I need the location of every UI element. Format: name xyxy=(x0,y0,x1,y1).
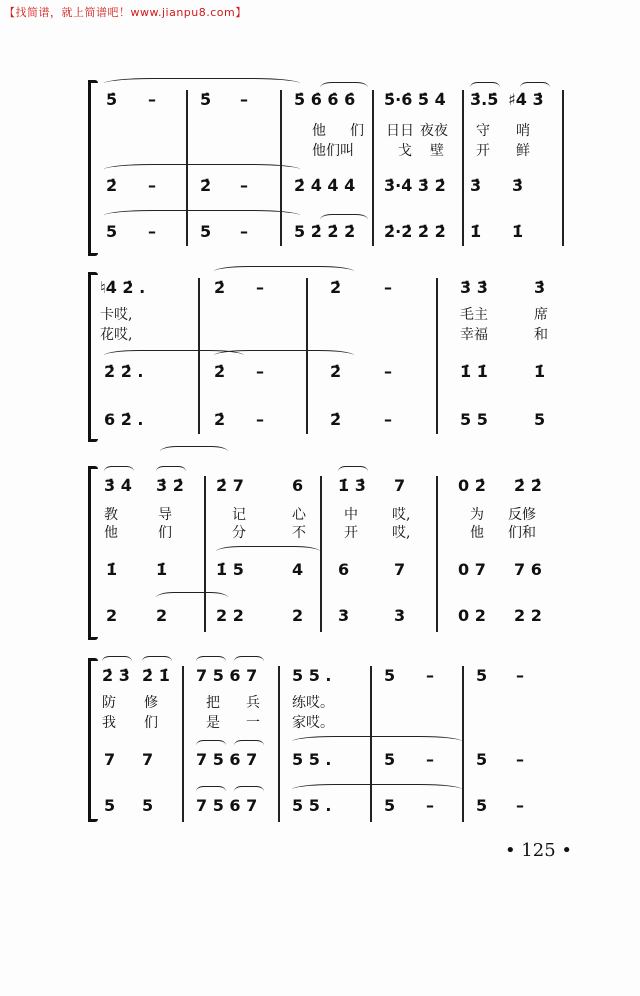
lyric: 卡哎, xyxy=(100,307,133,323)
slur xyxy=(470,82,500,93)
slur xyxy=(156,592,228,603)
note: – xyxy=(426,796,434,815)
note: 3̇ xyxy=(470,176,482,195)
note: 2 2 xyxy=(514,606,542,625)
lyric: 哨 xyxy=(516,123,530,139)
note: ♮4̇ 2̇ . xyxy=(100,278,146,297)
barline xyxy=(204,476,206,632)
note: – xyxy=(384,362,392,381)
lyric: 守 xyxy=(476,123,490,139)
note: – xyxy=(256,410,264,429)
note: – xyxy=(516,796,524,815)
note: – xyxy=(516,750,524,769)
note: 3̇ 2̇ xyxy=(156,476,184,495)
lyric: 兵 xyxy=(246,695,260,711)
note: 2̇ xyxy=(214,410,226,429)
note: 3 xyxy=(338,606,350,625)
note: 2̇ 7 xyxy=(216,476,244,495)
note: 1̇ 3̇ xyxy=(338,476,366,495)
lyric: 日日 xyxy=(386,123,414,139)
slur xyxy=(520,82,550,93)
lyric: 壁 xyxy=(430,143,444,159)
note: 3̇ 3̇ xyxy=(460,278,488,297)
note: 2̇ 1̇ xyxy=(142,666,170,685)
note: 5̇ xyxy=(200,90,212,109)
barline xyxy=(562,90,564,246)
barline xyxy=(278,666,280,822)
note: 2 2 xyxy=(216,606,244,625)
note: 5 xyxy=(106,222,118,241)
note: ♯4̇ 3̇ xyxy=(508,90,544,109)
slur xyxy=(234,656,264,667)
note: 2̇ xyxy=(200,176,212,195)
note: – xyxy=(516,666,524,685)
note: 5 xyxy=(476,666,488,685)
slur xyxy=(196,740,226,751)
slur xyxy=(196,786,226,797)
lyric: 们和 xyxy=(508,525,536,541)
note: 2̇ xyxy=(330,278,342,297)
note: 0 2 xyxy=(458,606,486,625)
lyric: 开 xyxy=(344,525,358,541)
note: 5 xyxy=(476,796,488,815)
lyric: 毛主 xyxy=(460,307,488,323)
lyric: 我 xyxy=(102,715,116,731)
slur xyxy=(292,736,462,747)
note: 3̇ xyxy=(534,278,546,297)
note: 2̇ xyxy=(214,278,226,297)
barline xyxy=(436,278,438,434)
slur xyxy=(156,466,186,477)
note: 2 xyxy=(292,606,304,625)
staff-2 xyxy=(0,750,640,784)
note: 2̇ 3̇ xyxy=(102,666,130,685)
lyric: 他们叫 xyxy=(312,143,354,159)
note: 2 xyxy=(106,606,118,625)
note: – xyxy=(240,222,248,241)
lyric: 分 xyxy=(232,525,246,541)
note: 7 6 xyxy=(514,560,542,579)
note: – xyxy=(148,90,156,109)
lyric: 哎, xyxy=(392,525,411,541)
lyric: 为 xyxy=(470,507,484,523)
lyric: 防 xyxy=(102,695,116,711)
site-watermark: 【找简谱，就上简谱吧！www.jianpu8.com】 xyxy=(4,6,247,19)
slur xyxy=(216,546,320,557)
note: 3̇ xyxy=(512,176,524,195)
slur xyxy=(338,466,368,477)
note: 5 5 . xyxy=(292,666,332,685)
lyric: 和 xyxy=(534,327,548,343)
page-number: • 125 • xyxy=(504,840,572,861)
note: 5̇·6̇ 5̇ 4̇ xyxy=(384,90,446,109)
note: 7 xyxy=(394,560,406,579)
staff-3 xyxy=(0,410,640,444)
note: – xyxy=(426,750,434,769)
note: 2̇ 2̇ . xyxy=(104,362,144,381)
note: 5 xyxy=(384,796,396,815)
slur xyxy=(104,164,300,175)
lyric: 他 xyxy=(104,525,118,541)
slur xyxy=(196,656,226,667)
note: 3̇·4̇ 3̇ 2̇ xyxy=(384,176,446,195)
note: – xyxy=(384,278,392,297)
note: – xyxy=(256,362,264,381)
note: 2̇·2̇ 2̇ 2̇ xyxy=(384,222,446,241)
lyric: 记 xyxy=(232,507,246,523)
note: 2̇ xyxy=(330,362,342,381)
note: 7 xyxy=(394,476,406,495)
lyric: 们 xyxy=(350,123,364,139)
lyric: 反修 xyxy=(508,507,536,523)
note: 3 xyxy=(394,606,406,625)
note: 1̇ 5 xyxy=(216,560,244,579)
barline xyxy=(182,666,184,822)
note: 6 xyxy=(292,476,304,495)
lyric: 夜夜 xyxy=(420,123,448,139)
note: 1̇ xyxy=(534,362,546,381)
note: 2̇ xyxy=(214,362,226,381)
note: 3̇ 4̇ xyxy=(104,476,132,495)
lyric: 教 xyxy=(104,507,118,523)
note: 5 xyxy=(104,796,116,815)
lyric: 花哎, xyxy=(100,327,133,343)
staff-3 xyxy=(0,222,640,256)
staff-1 xyxy=(0,90,640,124)
note: 5 xyxy=(142,796,154,815)
note: 1̇ xyxy=(156,560,168,579)
note: 1̇ 1̇ xyxy=(460,362,488,381)
note: – xyxy=(384,410,392,429)
note: 7 5 6 7 xyxy=(196,666,258,685)
lyric: 导 xyxy=(158,507,172,523)
note: 7 5 6 7 xyxy=(196,796,258,815)
note: 3̇.5̇ xyxy=(470,90,499,109)
barline xyxy=(372,90,374,246)
slur xyxy=(104,210,300,221)
lyric: 开 xyxy=(476,143,490,159)
barline xyxy=(436,476,438,632)
lyric: 不 xyxy=(292,525,306,541)
lyric: 心 xyxy=(292,507,306,523)
slur xyxy=(234,786,264,797)
note: 5 2̇ 2̇ 2̇ xyxy=(294,222,356,241)
lyric: 一 xyxy=(246,715,260,731)
note: 7 xyxy=(142,750,154,769)
lyric: 幸福 xyxy=(460,327,488,343)
lyric: 们 xyxy=(144,715,158,731)
lyric: 是 xyxy=(206,715,220,731)
lyric: 哎, xyxy=(392,507,411,523)
lyric: 练哎。 xyxy=(292,695,334,711)
note: 0 2̇ xyxy=(458,476,486,495)
lyric: 把 xyxy=(206,695,220,711)
note: 2 xyxy=(156,606,168,625)
lyric: 中 xyxy=(344,507,358,523)
lyric: 戈 xyxy=(398,143,412,159)
note: 7 xyxy=(104,750,116,769)
lyric: 鲜 xyxy=(516,143,530,159)
note: – xyxy=(148,176,156,195)
note: 5 5 xyxy=(460,410,488,429)
slur xyxy=(292,784,462,795)
slur xyxy=(142,656,172,667)
slur xyxy=(214,266,354,277)
barline xyxy=(462,90,464,246)
note: – xyxy=(256,278,264,297)
note: 4 xyxy=(292,560,304,579)
note: 5 xyxy=(384,666,396,685)
note: – xyxy=(148,222,156,241)
note: 5 5 . xyxy=(292,796,332,815)
note: 5 5 . xyxy=(292,750,332,769)
note: 5̇ xyxy=(106,90,118,109)
note: 2̇ xyxy=(330,410,342,429)
note: 5 xyxy=(200,222,212,241)
slur xyxy=(160,446,228,457)
staff-2 xyxy=(0,362,640,396)
lyric: 家哎。 xyxy=(292,715,334,731)
lyric: 席 xyxy=(534,307,548,323)
note: 1̇ xyxy=(470,222,482,241)
barline xyxy=(462,666,464,822)
note: – xyxy=(240,176,248,195)
staff-3 xyxy=(0,796,640,830)
slur xyxy=(102,656,132,667)
lyric: 他 xyxy=(312,123,326,139)
note: 6 xyxy=(338,560,350,579)
lyric: 他 xyxy=(470,525,484,541)
slur xyxy=(320,214,368,225)
note: – xyxy=(426,666,434,685)
note: 2̇ 2̇ xyxy=(514,476,542,495)
staff-2 xyxy=(0,176,640,210)
lyric: 们 xyxy=(158,525,172,541)
note: 1̇ xyxy=(512,222,524,241)
note: – xyxy=(240,90,248,109)
note: 5̇ 6̇ 6̇ 6̇ xyxy=(294,90,356,109)
lyric: 修 xyxy=(144,695,158,711)
slur xyxy=(234,740,264,751)
note: 2̇ xyxy=(106,176,118,195)
note: 7 5 6 7 xyxy=(196,750,258,769)
note: 5 xyxy=(534,410,546,429)
note: 5 xyxy=(476,750,488,769)
note: 0 7 xyxy=(458,560,486,579)
barline xyxy=(320,476,322,632)
note: 2̇ 4̇ 4̇ 4̇ xyxy=(294,176,356,195)
note: 5 xyxy=(384,750,396,769)
slur xyxy=(214,350,354,361)
slur xyxy=(320,82,368,93)
note: 6 2̇ . xyxy=(104,410,144,429)
slur xyxy=(104,78,300,89)
note: 1̇ xyxy=(106,560,118,579)
slur xyxy=(104,466,134,477)
